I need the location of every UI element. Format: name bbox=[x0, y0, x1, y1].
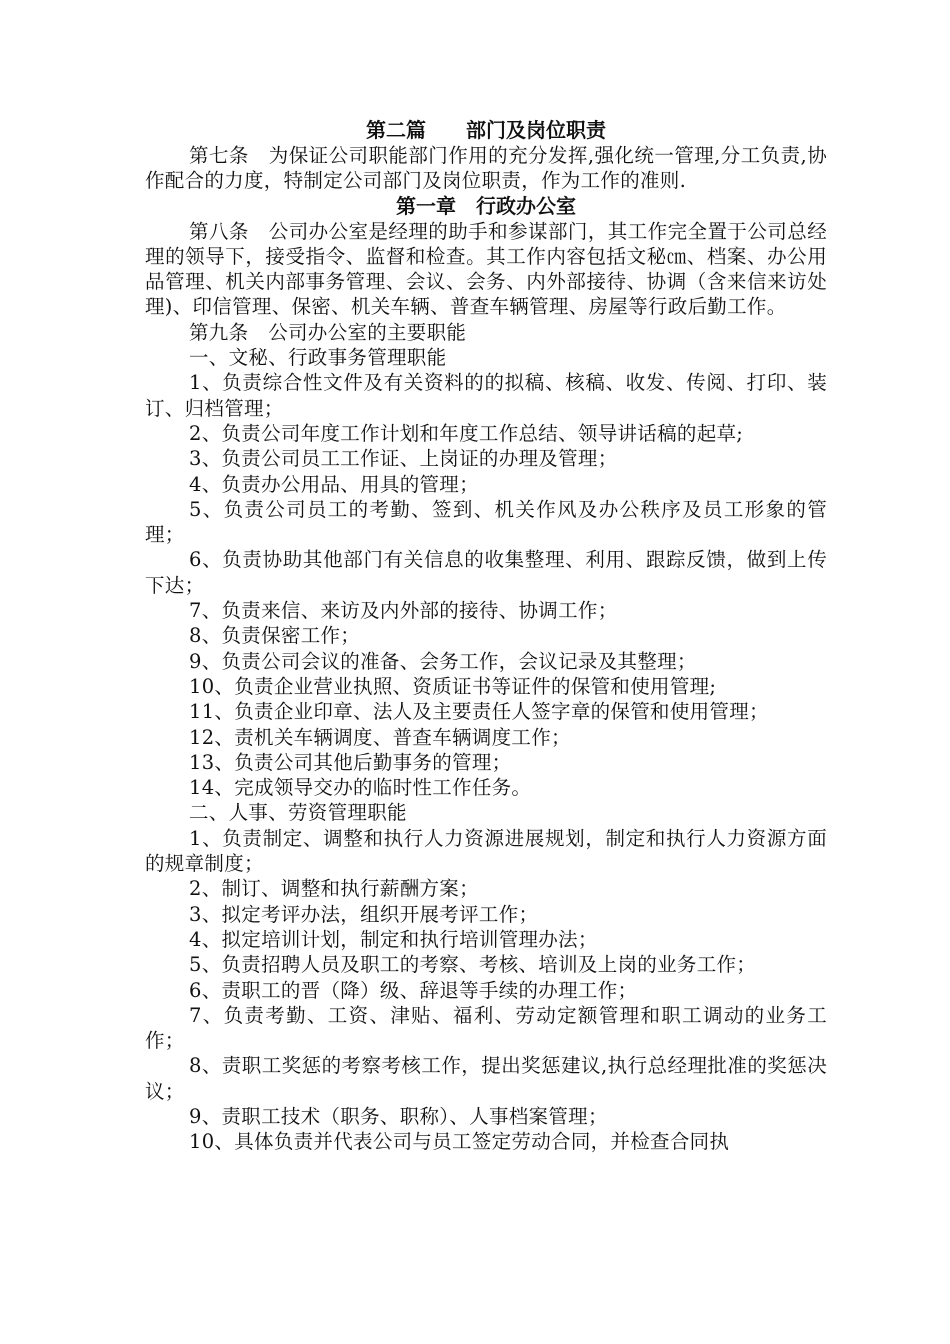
section-1-item: 4、负责办公用品、用具的管理； bbox=[189, 472, 479, 496]
section-2-item: 5、负责招聘人员及职工的考察、考核、培训及上岗的业务工作； bbox=[189, 953, 757, 977]
section-2-item: 8、责职工奖惩的考察考核工作，提出奖惩建议,执行总经理批准的奖惩决议； bbox=[145, 1054, 827, 1103]
section-1-title: 一、文秘、行政事务管理职能 bbox=[189, 346, 447, 370]
part-title: 第二篇 部门及岗位职责 bbox=[366, 118, 606, 142]
section-1-item: 9、负责公司会议的准备、会务工作，会议记录及其整理； bbox=[189, 649, 697, 673]
section-2-item: 3、拟定考评办法，组织开展考评工作； bbox=[189, 902, 539, 926]
section-2-item: 1、负责制定、调整和执行人力资源进展规划，制定和执行人力资源方面的规章制度； bbox=[145, 826, 827, 876]
section-2-item: 7、负责考勤、工资、津贴、福利、劳动定额管理和职工调动的业务工作； bbox=[145, 1003, 827, 1053]
section-1-item: 8、负责保密工作； bbox=[189, 624, 361, 648]
section-1-item: 3、负责公司员工工作证、上岗证的办理及管理； bbox=[189, 447, 618, 471]
section-2-item: 10、具体负责并代表公司与员工签定劳动合同，并检查合同执 bbox=[189, 1130, 730, 1154]
section-1-item: 13、负责公司其他后勤事务的管理； bbox=[189, 750, 512, 774]
section-1-item: 6、负责协助其他部门有关信息的收集整理、利用、跟踪反馈，做到上传下达； bbox=[145, 548, 827, 597]
section-2-item: 4、拟定培训计划，制定和执行培训管理办法； bbox=[189, 927, 598, 951]
section-1-item: 5、负责公司员工的考勤、签到、机关作风及办公秩序及员工形象的管理； bbox=[145, 497, 827, 547]
section-1-item: 7、负责来信、来访及内外部的接待、协调工作； bbox=[189, 599, 618, 623]
article-8: 第八条 公司办公室是经理的助手和参谋部门，其工作完全置于公司总经理的领导下，接受指令、监督和检查。其工作内容包括文秘㎝、档案、办公用品管理、机关内部事务管理、会议、会务、内外部接待、协调（含来信来访处理)、印信管理、保密、机关车辆、普查车辆管理、房屋等行政后勤工作。 bbox=[145, 219, 827, 319]
document-page bbox=[145, 118, 827, 1155]
section-1-item: 10、负责企业营业执照、资质证书等证件的保管和使用管理; bbox=[189, 674, 717, 698]
section-2-item: 9、责职工技术（职务、职称）、人事档案管理； bbox=[189, 1104, 608, 1128]
section-1-item: 14、完成领导交办的临时性工作任务。 bbox=[189, 776, 532, 800]
section-1-item: 12、责机关车辆调度、普查车辆调度工作； bbox=[189, 725, 571, 749]
section-1-item: 11、负责企业印章、法人及主要责任人签字章的保管和使用管理； bbox=[189, 700, 769, 724]
article-9: 第九条 公司办公室的主要职能 bbox=[189, 320, 467, 344]
article-7: 第七条 为保证公司职能部门作用的充分发挥,强化统一管理,分工负责,协作配合的力度，特制定公司部门及岗位职责，作为工作的准则. bbox=[145, 144, 827, 193]
section-1-item: 2、负责公司年度工作计划和年度工作总结、领导讲话稿的起草; bbox=[189, 421, 744, 445]
section-2-title: 二、人事、劳资管理职能 bbox=[189, 801, 407, 825]
section-2-item: 2、制订、调整和执行薪酬方案； bbox=[189, 877, 479, 901]
section-1-item: 1、负责综合性文件及有关资料的的拟稿、核稿、收发、传阅、打印、装订、归档管理； bbox=[145, 371, 827, 420]
chapter-title: 第一章 行政办公室 bbox=[396, 193, 576, 218]
section-2-item: 6、责职工的晋（降）级、辞退等手续的办理工作； bbox=[189, 978, 638, 1002]
